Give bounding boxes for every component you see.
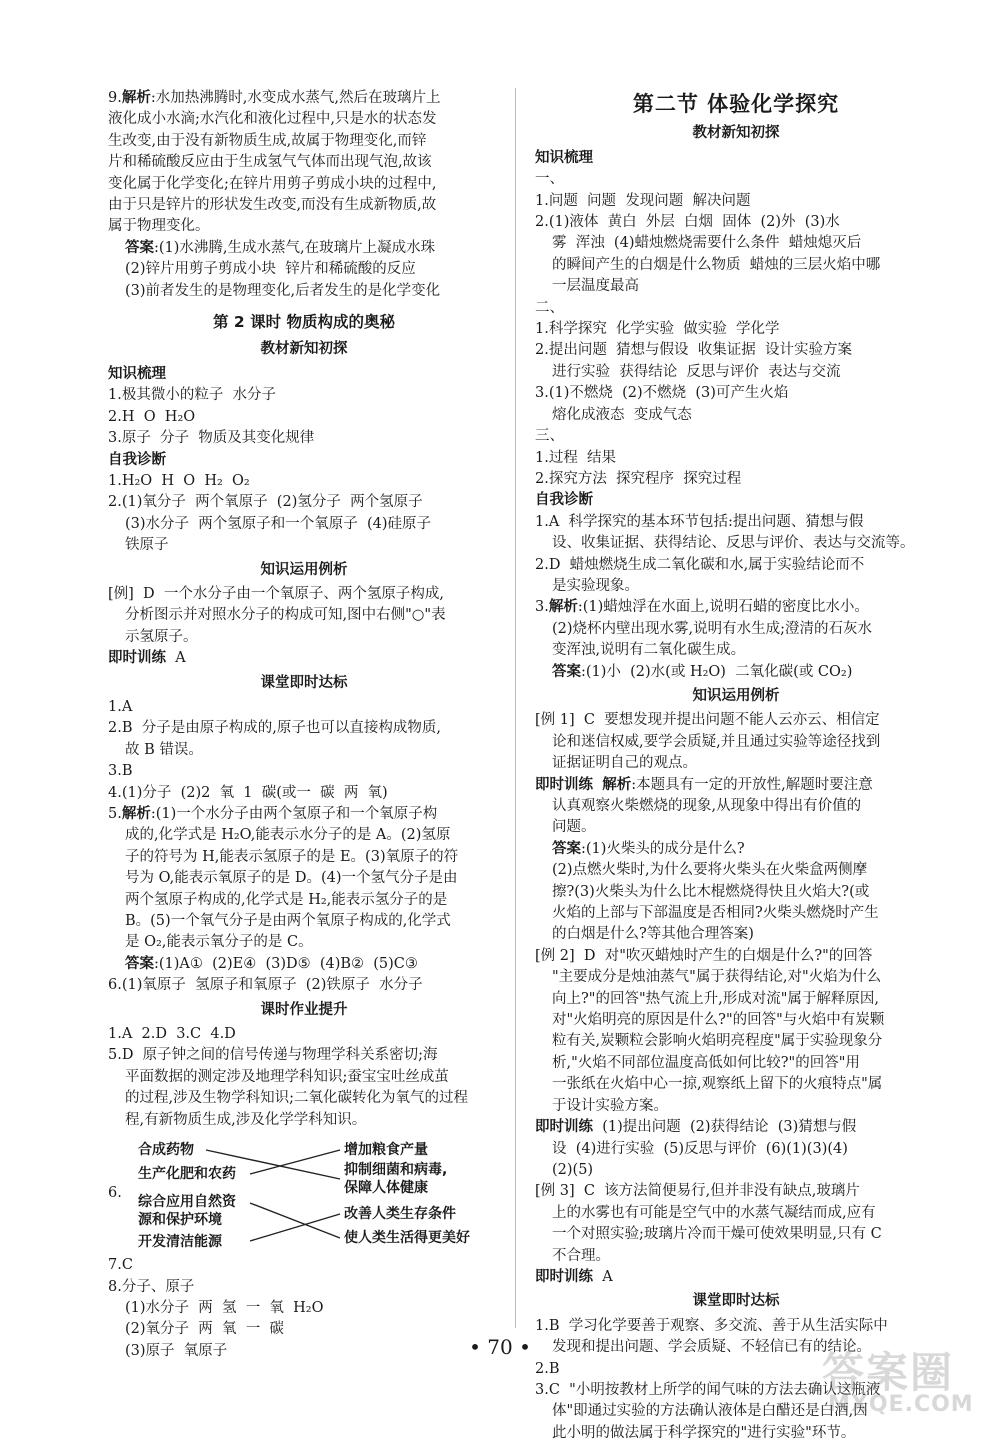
text-line: 2.探究方法 探究程序 探究过程 — [535, 470, 742, 487]
text-line: 1.H₂O H O H₂ O₂ — [108, 472, 250, 489]
matching-diagram — [108, 1135, 500, 1251]
text-line: 问题。 — [552, 819, 596, 836]
text-line: 熔化成液态 变成气态 — [552, 406, 692, 423]
text-line: 1.A 科学探究的基本环节包括:提出问题、猜想与假 — [535, 513, 864, 530]
text-line: 即时训练 A — [535, 1268, 613, 1285]
text-line: 粒有关,炭颗粒会影响火焰明亮程度"属于实验现象分 — [552, 1033, 883, 1050]
lesson-title: 第 2 课时 物质构成的奥秘 — [213, 313, 395, 332]
text-line: 1.问题 问题 发现问题 解决问题 — [535, 192, 751, 209]
match-line-3 — [250, 1203, 340, 1238]
matching-number: 6. — [108, 1185, 122, 1202]
text-line: (3)水分子 两个氢原子和一个氧原子 (4)硅原子 — [125, 515, 432, 532]
text-line: 1.过程 结果 — [535, 449, 617, 466]
matching-lines — [108, 1135, 500, 1251]
text-line: 2.B — [535, 1360, 560, 1377]
text-line: 论和迷信权威,要学会质疑,并且通过实验等途径找到 — [552, 733, 881, 750]
text-line: 即时训练 解析:本题具有一定的开放性,解题时要注意 — [535, 776, 873, 793]
right-knowledge-list — [535, 169, 937, 490]
text-line: 答案:(1)小 (2)水(或 H₂O) 二氧化碳(或 CO₂) — [552, 663, 853, 680]
text-line: 2.B 分子是由原子构成的,原子也可以直接构成物质, — [108, 720, 441, 737]
training-line — [108, 648, 500, 669]
text-line: 1.A 2.D 3.C 4.D — [108, 1026, 236, 1043]
q9-answer — [108, 238, 500, 302]
text-line: 2.D 蜡烛燃烧生成二氧化碳和水,属于实验结论而不 — [535, 556, 865, 573]
right-section-new-knowledge: 教材新知初探 — [692, 125, 780, 142]
text-line: 3.解析:(1)蜡烛浮在水面上,说明石蜡的密度比水小。 — [535, 599, 869, 616]
watermark-logo — [822, 1340, 982, 1426]
text-line: 4.(1)分子 (2)2 氧 1 碳(或一 碳 两 氧) — [108, 784, 388, 801]
section-example: 知识运用例析 — [260, 561, 348, 578]
knowledge-label: 知识梳理 — [108, 365, 166, 382]
text-line: 2.(1)液体 黄白 外层 白烟 固体 (2)外 (3)水 — [535, 214, 840, 231]
match-right-5: 使人类生活得更美好 — [344, 1230, 470, 1247]
text-line: 3.(1)不燃烧 (2)不燃烧 (3)可产生火焰 — [535, 385, 789, 402]
text-line: (2)点燃火柴时,为什么要将火柴头在火柴盒两侧摩 — [552, 862, 868, 879]
text-line: 2.(1)氧分子 两个氧原子 (2)氢分子 两个氢原子 — [108, 494, 423, 511]
text-line: [例 1] C 要想发现并提出问题不能人云亦云、相信定 — [535, 712, 880, 729]
q9-analysis — [108, 88, 500, 238]
text-line: 答案:(1)水沸腾,生成水蒸气,在玻璃片上凝成水珠 — [125, 239, 436, 256]
text-line: 答案:(1)A① (2)E④ (3)D⑤ (4)B② (5)C③ — [125, 955, 418, 972]
text-line: 火焰的上部与下部温度是否相同?火柴头燃烧时产生 — [552, 905, 879, 922]
text-line: 1.科学探究 化学实验 做实验 学化学 — [535, 321, 780, 338]
match-left-3: 综合应用自然资 — [138, 1194, 236, 1211]
text-line: 析,"火焰不同部位温度高低如何比较?"的回答"用 — [552, 1054, 860, 1071]
text-line: 认真观察火柴燃烧的现象,从现象中得出有价值的 — [552, 798, 862, 814]
section-homework: 课时作业提升 — [260, 1001, 348, 1018]
text-line: 平面数据的测定涉及地理学科知识;蚕宝宝吐丝成茧 — [125, 1068, 449, 1085]
watermark-text: 答案圈 — [822, 1348, 955, 1397]
text-line: 一个对照实验;玻璃片冷而干燥可使效果明显,只有 C — [552, 1226, 882, 1243]
text-line: 生改变,由于没有新物质生成,故属于物理变化,而锌 — [108, 132, 427, 149]
text-line: 7.C — [108, 1257, 133, 1274]
section-title: 第二节 体验化学探究 — [632, 92, 840, 116]
section-new-knowledge: 教材新知初探 — [260, 341, 348, 358]
text-line: 雾 浑浊 (4)蜡烛燃烧需要什么条件 蜡烛熄灭后 — [552, 235, 862, 252]
text-line: 5.D 原子钟之间的信号传递与物理学科关系密切;海 — [108, 1047, 438, 1064]
text-line: 程,有新物质生成,涉及化学学科知识。 — [125, 1111, 367, 1128]
right-section-example: 知识运用例析 — [692, 687, 780, 704]
text-line: 9.解析:水加热沸腾时,水变成水蒸气,然后在玻璃片上 — [108, 90, 441, 106]
match-left-4: 源和保护环境 — [138, 1212, 222, 1229]
text-line: B。(5)一个氧气分子是由两个氧原子构成的,化学式 — [125, 913, 451, 930]
text-line: [例 3] C 该方法简便易行,但并非没有缺点,玻璃片 — [535, 1183, 860, 1200]
text-line: 故 B 错误。 — [125, 741, 203, 758]
text-line: 1.极其微小的粒子 水分子 — [108, 387, 277, 404]
right-selfcheck-label: 自我诊断 — [535, 492, 593, 509]
text-line: [例] D 一个水分子由一个氧原子、两个氢原子构成, — [108, 585, 444, 602]
text-line: 一、 — [535, 171, 564, 188]
section-class: 课堂即时达标 — [260, 674, 348, 691]
text-line: 三、 — [535, 428, 564, 445]
training-label: 即时训练 — [108, 650, 166, 667]
text-line: 号为 O,能表示氧原子的是 D。(4)一个氢气分子是由 — [125, 870, 458, 887]
text-line: (2)锌片用剪子剪成小块 锌片和稀硫酸的反应 — [125, 261, 416, 278]
text-line: 上的水雾也有可能是空气中的水蒸气凝结而成,应有 — [552, 1204, 876, 1221]
match-right-4: 改善人类生存条件 — [344, 1206, 456, 1223]
text-line: 分析图示并对照水分子的构成可知,图中右侧"○"表 — [125, 607, 446, 624]
text-line: 是实验现象。 — [552, 577, 639, 594]
match-left-2: 生产化肥和农药 — [138, 1166, 236, 1183]
text-line: 的过程,涉及生物学科知识;二氧化碳转化为氧气的过程 — [125, 1090, 468, 1107]
text-line: 3.B — [108, 763, 133, 780]
text-line: 对"火焰明亮的原因是什么?"的回答"与火焰中有炭颗 — [552, 1012, 885, 1029]
text-line: 二、 — [535, 299, 564, 316]
text-line: 设、收集证据、获得结论、反思与评价、表达与交流等。 — [552, 535, 915, 552]
selfcheck-list — [108, 471, 500, 557]
text-line: 即时训练 (1)提出问题 (2)获得结论 (3)猜想与假 — [535, 1119, 857, 1136]
example-text — [108, 584, 500, 648]
text-line: 1.A — [108, 698, 133, 715]
match-line-4 — [250, 1214, 340, 1241]
left-column — [108, 88, 500, 1362]
text-line: 6.(1)氧原子 氢原子和氧原子 (2)铁原子 水分子 — [108, 977, 423, 994]
knowledge-list — [108, 385, 500, 449]
right-knowledge-label: 知识梳理 — [535, 149, 593, 166]
match-right-3: 保障人体健康 — [344, 1180, 428, 1197]
text-line: 体"即通过实验的方法确认液体是白醋还是白酒,因 — [552, 1403, 868, 1420]
text-line: [例 2] D 对"吹灭蜡烛时产生的白烟是什么?"的回答 — [535, 947, 873, 964]
selfcheck-label: 自我诊断 — [108, 451, 166, 468]
text-line: 证据证明自己的观点。 — [552, 755, 697, 772]
match-right-1: 增加粮食产量 — [344, 1142, 428, 1159]
text-line: 擦?(3)火柴头为什么比木棍燃烧得快且火焰大?(或 — [552, 883, 870, 900]
text-line: 1.B 学习化学要善于观察、多交流、善于从生活实际中 — [535, 1317, 888, 1334]
training-value: A — [175, 650, 186, 667]
match-right-2: 抑制细菌和病毒, — [344, 1162, 448, 1179]
text-line: 是 O₂,能表示氧分子的是 C。 — [125, 934, 313, 951]
match-line-1 — [206, 1150, 340, 1179]
page-number: • 70 • — [469, 1335, 531, 1359]
text-line: 成的,化学式是 H₂O,能表示水分子的是 A。(2)氢原 — [125, 827, 451, 844]
text-line: 由于只是锌片的形状发生改变,而没有生成新物质,故 — [108, 197, 437, 214]
column-divider — [515, 88, 516, 1328]
text-line: 一张纸在火焰中心一掠,观察纸上留下的火痕特点"属 — [552, 1076, 883, 1093]
text-line: (3)原子 氧原子 — [125, 1342, 228, 1359]
right-selfcheck-list — [535, 512, 937, 683]
text-line: 示氢原子。 — [125, 628, 198, 645]
text-line: 答案:(1)火柴头的成分是什么? — [552, 840, 745, 857]
right-examples — [535, 710, 937, 1288]
text-line: (1)水分子 两 氢 一 氧 H₂O — [125, 1299, 324, 1316]
text-line: 3.C "小明按教材上所学的闻气味的方法去确认这瓶液 — [535, 1381, 881, 1398]
text-line: 铁原子 — [125, 537, 169, 554]
text-line: 片和稀硫酸反应由于生成氢气气体而出现气泡,故该 — [108, 154, 432, 171]
right-section-class: 课堂即时达标 — [692, 1293, 780, 1310]
text-line: 变浑浊,说明有二氧化碳生成。 — [552, 642, 746, 659]
match-left-1: 合成药物 — [138, 1142, 194, 1159]
text-line: 发现和提出问题、学会质疑、不轻信已有的结论。 — [552, 1339, 871, 1356]
text-line: 的白烟是什么?等其他合理答案) — [552, 926, 754, 943]
text-line: 2.H O H₂O — [108, 408, 196, 425]
watermark-url: MXQE.COM — [828, 1392, 974, 1417]
text-line: 8.分子、原子 — [108, 1278, 195, 1295]
text-line: 变化属于化学变化;在锌片用剪子剪成小块的过程中, — [108, 175, 437, 192]
text-line: 此小明的做法属于科学探究的"进行实验"环节。 — [552, 1424, 856, 1441]
text-line: (3)前者发生的是物理变化,后者发生的是化学变化 — [125, 282, 441, 299]
right-column — [535, 88, 937, 1444]
text-line: 不合理。 — [552, 1247, 610, 1264]
text-line: 子的符号为 H,能表示氢原子的是 E。(3)氧原子的符 — [125, 848, 459, 865]
text-line: (2)氧分子 两 氧 一 碳 — [125, 1321, 284, 1338]
class-items — [108, 697, 500, 997]
text-line: 两个氢原子构成的,化学式是 H₂,能表示氢分子的是 — [125, 891, 448, 908]
text-line: 设 (4)进行实验 (5)反思与评价 (6)(1)(3)(4) — [552, 1140, 848, 1157]
text-line: (2)烧杯内壁出现水雾,说明有水生成;澄清的石灰水 — [552, 620, 873, 637]
text-line: 一层温度最高 — [552, 278, 639, 295]
text-line: 进行实验 获得结论 反思与评价 表达与交流 — [552, 363, 841, 380]
text-line: 向上?"的回答"热气流上升,形成对流"属于解释原因, — [552, 990, 879, 1007]
text-line: 液化成小水滴;水汽化和液化过程中,只是水的状态发 — [108, 111, 437, 128]
homework-items — [108, 1024, 500, 1131]
text-line: 3.原子 分子 物质及其变化规律 — [108, 430, 315, 447]
text-line: 的瞬间产生的白烟是什么物质 蜡烛的三层火焰中哪 — [552, 256, 881, 273]
text-line: 5.解析:(1)一个水分子由两个氢原子和一个氧原子构 — [108, 806, 438, 822]
text-line: 2.提出问题 猜想与假设 收集证据 设计实验方案 — [535, 342, 852, 359]
text-line: 于设计实验方案。 — [552, 1097, 668, 1114]
text-line: (2)(5) — [552, 1161, 594, 1178]
text-line: "主要成分是烛油蒸气"属于获得结论,对"火焰为什么 — [552, 969, 882, 986]
text-line: 属于物理变化。 — [108, 218, 210, 235]
match-left-5: 开发清洁能源 — [138, 1234, 222, 1251]
